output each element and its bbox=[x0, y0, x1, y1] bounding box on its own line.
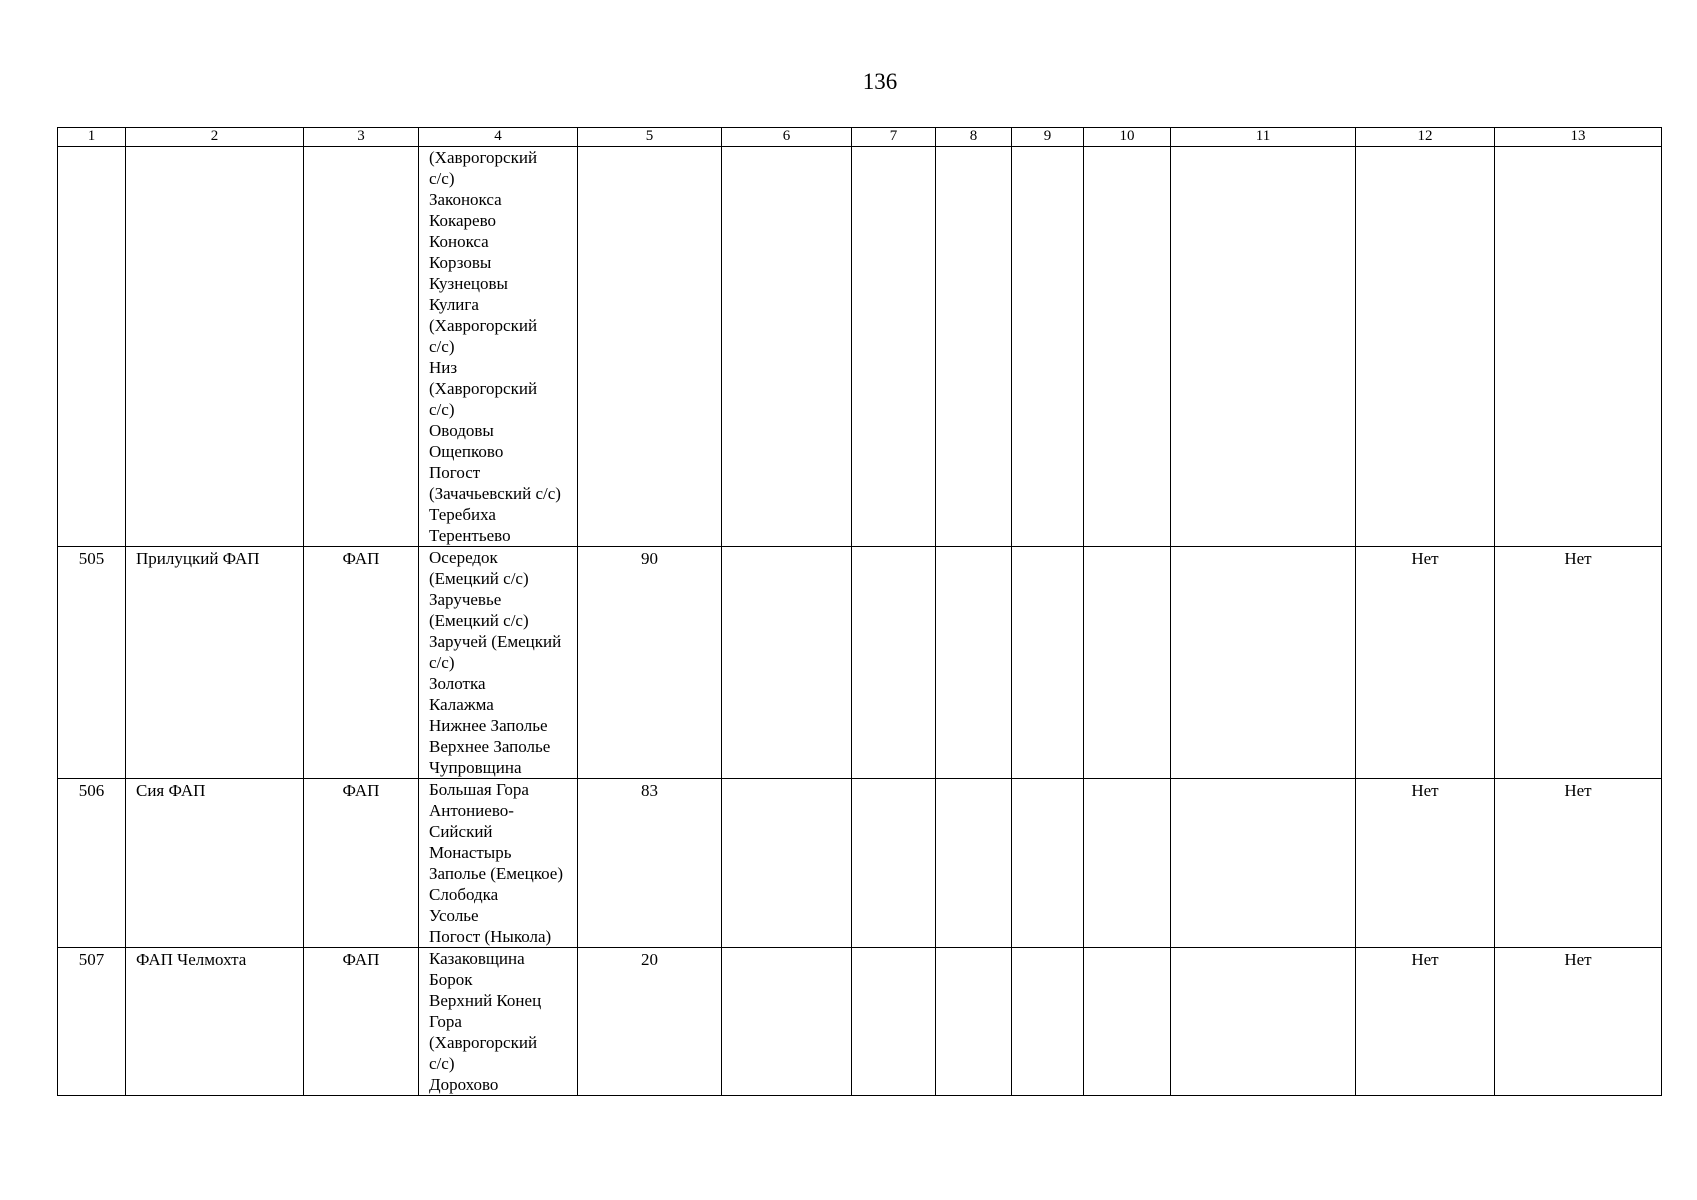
population-cell-text: 83 bbox=[641, 781, 658, 800]
table-row bbox=[58, 547, 1662, 779]
locality-line: с/с) bbox=[429, 400, 455, 419]
population-cell bbox=[578, 779, 722, 948]
column-8-cell bbox=[936, 147, 1012, 547]
column-13-cell bbox=[1495, 547, 1662, 779]
column-number-2: 2 bbox=[126, 128, 304, 147]
column-9-cell bbox=[1012, 547, 1084, 779]
locality-line: с/с) bbox=[429, 1054, 455, 1073]
table-row bbox=[58, 948, 1662, 1096]
column-12-cell bbox=[1356, 779, 1495, 948]
locality-line: Казаковщина bbox=[429, 949, 525, 968]
column-9-cell bbox=[1012, 948, 1084, 1096]
locality-line: Верхний Конец bbox=[429, 991, 542, 1010]
column-12-cell bbox=[1356, 948, 1495, 1096]
locality-line: Терентьево bbox=[429, 526, 511, 545]
column-12-cell-text: Нет bbox=[1411, 950, 1439, 969]
locality-line: Дорохово bbox=[429, 1075, 499, 1094]
locality-line: Заручевье bbox=[429, 590, 502, 609]
localities-cell bbox=[419, 547, 578, 779]
locality-line: (Емецкий с/с) bbox=[429, 611, 529, 630]
column-number-13: 13 bbox=[1495, 128, 1662, 147]
column-number-9: 9 bbox=[1012, 128, 1084, 147]
column-9-cell bbox=[1012, 147, 1084, 547]
column-6-cell bbox=[722, 147, 852, 547]
locality-line: с/с) bbox=[429, 337, 455, 356]
facility-name-cell-text bbox=[136, 147, 303, 148]
locality-line: с/с) bbox=[429, 169, 455, 188]
row-number-cell-text bbox=[58, 147, 125, 148]
locality-line: Усолье bbox=[429, 906, 479, 925]
column-12-cell-text: Нет bbox=[1411, 781, 1439, 800]
column-number-5: 5 bbox=[578, 128, 722, 147]
column-12-cell-text: Нет bbox=[1411, 549, 1439, 568]
locality-line: Погост bbox=[429, 463, 481, 482]
locality-line: (Емецкий с/с) bbox=[429, 569, 529, 588]
locality-line: Корзовы bbox=[429, 253, 492, 272]
facility-table bbox=[57, 127, 1662, 1096]
facility-type-cell bbox=[304, 147, 419, 547]
locality-line: Осередок bbox=[429, 548, 498, 567]
column-7-cell bbox=[852, 147, 936, 547]
locality-line: Монастырь bbox=[429, 843, 512, 862]
locality-line: Борок bbox=[429, 970, 473, 989]
facility-name-cell bbox=[126, 779, 304, 948]
column-9-cell bbox=[1012, 779, 1084, 948]
column-6-cell bbox=[722, 948, 852, 1096]
column-13-cell bbox=[1495, 779, 1662, 948]
row-number-cell bbox=[58, 779, 126, 948]
row-number-cell-text: 506 bbox=[78, 781, 105, 800]
population-cell bbox=[578, 948, 722, 1096]
column-13-cell-text: Нет bbox=[1564, 950, 1592, 969]
column-13-cell bbox=[1495, 948, 1662, 1096]
facility-name-cell-text: Прилуцкий ФАП bbox=[136, 549, 260, 568]
locality-line: Нижнее Заполье bbox=[429, 716, 548, 735]
population-cell-text: 20 bbox=[641, 950, 658, 969]
column-10-cell bbox=[1084, 779, 1171, 948]
column-8-cell bbox=[936, 547, 1012, 779]
population-cell-text: 90 bbox=[641, 549, 658, 568]
column-number-10: 10 bbox=[1084, 128, 1171, 147]
locality-line: (Зачачьевский с/с) bbox=[429, 484, 561, 503]
column-13-cell-text bbox=[1495, 147, 1661, 148]
column-13-cell bbox=[1495, 147, 1662, 547]
locality-line: Законокса bbox=[429, 190, 502, 209]
facility-name-cell-text: Сия ФАП bbox=[136, 781, 206, 800]
table-row bbox=[58, 147, 1662, 547]
locality-line: Оводовы bbox=[429, 421, 494, 440]
population-cell bbox=[578, 547, 722, 779]
column-number-4: 4 bbox=[419, 128, 578, 147]
locality-line: Теребиха bbox=[429, 505, 496, 524]
locality-line: Антониево- bbox=[429, 801, 514, 820]
locality-line: Ощепково bbox=[429, 442, 504, 461]
facility-name-cell bbox=[126, 147, 304, 547]
column-11-cell bbox=[1171, 779, 1356, 948]
column-number-8: 8 bbox=[936, 128, 1012, 147]
column-8-cell bbox=[936, 948, 1012, 1096]
facility-type-cell-text: ФАП bbox=[342, 950, 380, 969]
column-7-cell bbox=[852, 948, 936, 1096]
column-13-cell-text: Нет bbox=[1564, 549, 1592, 568]
locality-line: Калажма bbox=[429, 695, 494, 714]
facility-type-cell-text bbox=[304, 147, 418, 148]
column-8-cell bbox=[936, 779, 1012, 948]
column-10-cell bbox=[1084, 948, 1171, 1096]
population-cell bbox=[578, 147, 722, 547]
column-13-cell-text: Нет bbox=[1564, 781, 1592, 800]
facility-name-cell bbox=[126, 547, 304, 779]
locality-line: Слободка bbox=[429, 885, 499, 904]
localities-cell bbox=[419, 779, 578, 948]
locality-line: Золотка bbox=[429, 674, 486, 693]
facility-type-cell bbox=[304, 779, 419, 948]
locality-line: Сийский bbox=[429, 822, 493, 841]
row-number-cell bbox=[58, 948, 126, 1096]
table-row bbox=[58, 779, 1662, 948]
locality-line: (Хаврогорский bbox=[429, 148, 538, 167]
locality-line: Заручей (Емецкий bbox=[429, 632, 562, 651]
locality-line: Гора bbox=[429, 1012, 462, 1031]
column-number-7: 7 bbox=[852, 128, 936, 147]
column-7-cell bbox=[852, 779, 936, 948]
locality-line: Верхнее Заполье bbox=[429, 737, 551, 756]
facility-type-cell bbox=[304, 948, 419, 1096]
locality-line: Кузнецовы bbox=[429, 274, 508, 293]
locality-line: Погост (Ныкола) bbox=[429, 927, 552, 946]
locality-line: Кулига bbox=[429, 295, 479, 314]
facility-name-cell bbox=[126, 948, 304, 1096]
locality-line: с/с) bbox=[429, 653, 455, 672]
column-number-6: 6 bbox=[722, 128, 852, 147]
row-number-cell-text: 505 bbox=[78, 549, 105, 568]
row-number-cell bbox=[58, 147, 126, 547]
locality-line: (Хаврогорский bbox=[429, 379, 538, 398]
column-number-12: 12 bbox=[1356, 128, 1495, 147]
column-number-1: 1 bbox=[58, 128, 126, 147]
column-number-row bbox=[58, 128, 1662, 147]
column-7-cell bbox=[852, 547, 936, 779]
row-number-cell-text: 507 bbox=[78, 950, 105, 969]
facility-type-cell bbox=[304, 547, 419, 779]
localities-cell bbox=[419, 147, 578, 547]
column-number-3: 3 bbox=[304, 128, 419, 147]
column-6-cell bbox=[722, 779, 852, 948]
column-12-cell bbox=[1356, 547, 1495, 779]
column-10-cell bbox=[1084, 147, 1171, 547]
column-12-cell-text bbox=[1356, 147, 1494, 148]
population-cell-text bbox=[578, 147, 721, 148]
column-11-cell bbox=[1171, 547, 1356, 779]
locality-line: (Хаврогорский bbox=[429, 316, 538, 335]
column-11-cell bbox=[1171, 147, 1356, 547]
locality-line: (Хаврогорский bbox=[429, 1033, 538, 1052]
row-number-cell bbox=[58, 547, 126, 779]
locality-line: Чупровщина bbox=[429, 758, 522, 777]
column-11-cell bbox=[1171, 948, 1356, 1096]
column-6-cell bbox=[722, 547, 852, 779]
locality-line: Конокса bbox=[429, 232, 489, 251]
facility-name-cell-text: ФАП Челмохта bbox=[136, 950, 247, 969]
locality-line: Кокарево bbox=[429, 211, 496, 230]
facility-type-cell-text: ФАП bbox=[342, 549, 380, 568]
facility-type-cell-text: ФАП bbox=[342, 781, 380, 800]
locality-line: Заполье (Емецкое) bbox=[429, 864, 563, 883]
column-number-11: 11 bbox=[1171, 128, 1356, 147]
locality-line: Большая Гора bbox=[429, 780, 529, 799]
locality-line: Низ bbox=[429, 358, 458, 377]
localities-cell bbox=[419, 948, 578, 1096]
page-number: 136 bbox=[862, 69, 898, 94]
column-10-cell bbox=[1084, 547, 1171, 779]
column-12-cell bbox=[1356, 147, 1495, 547]
